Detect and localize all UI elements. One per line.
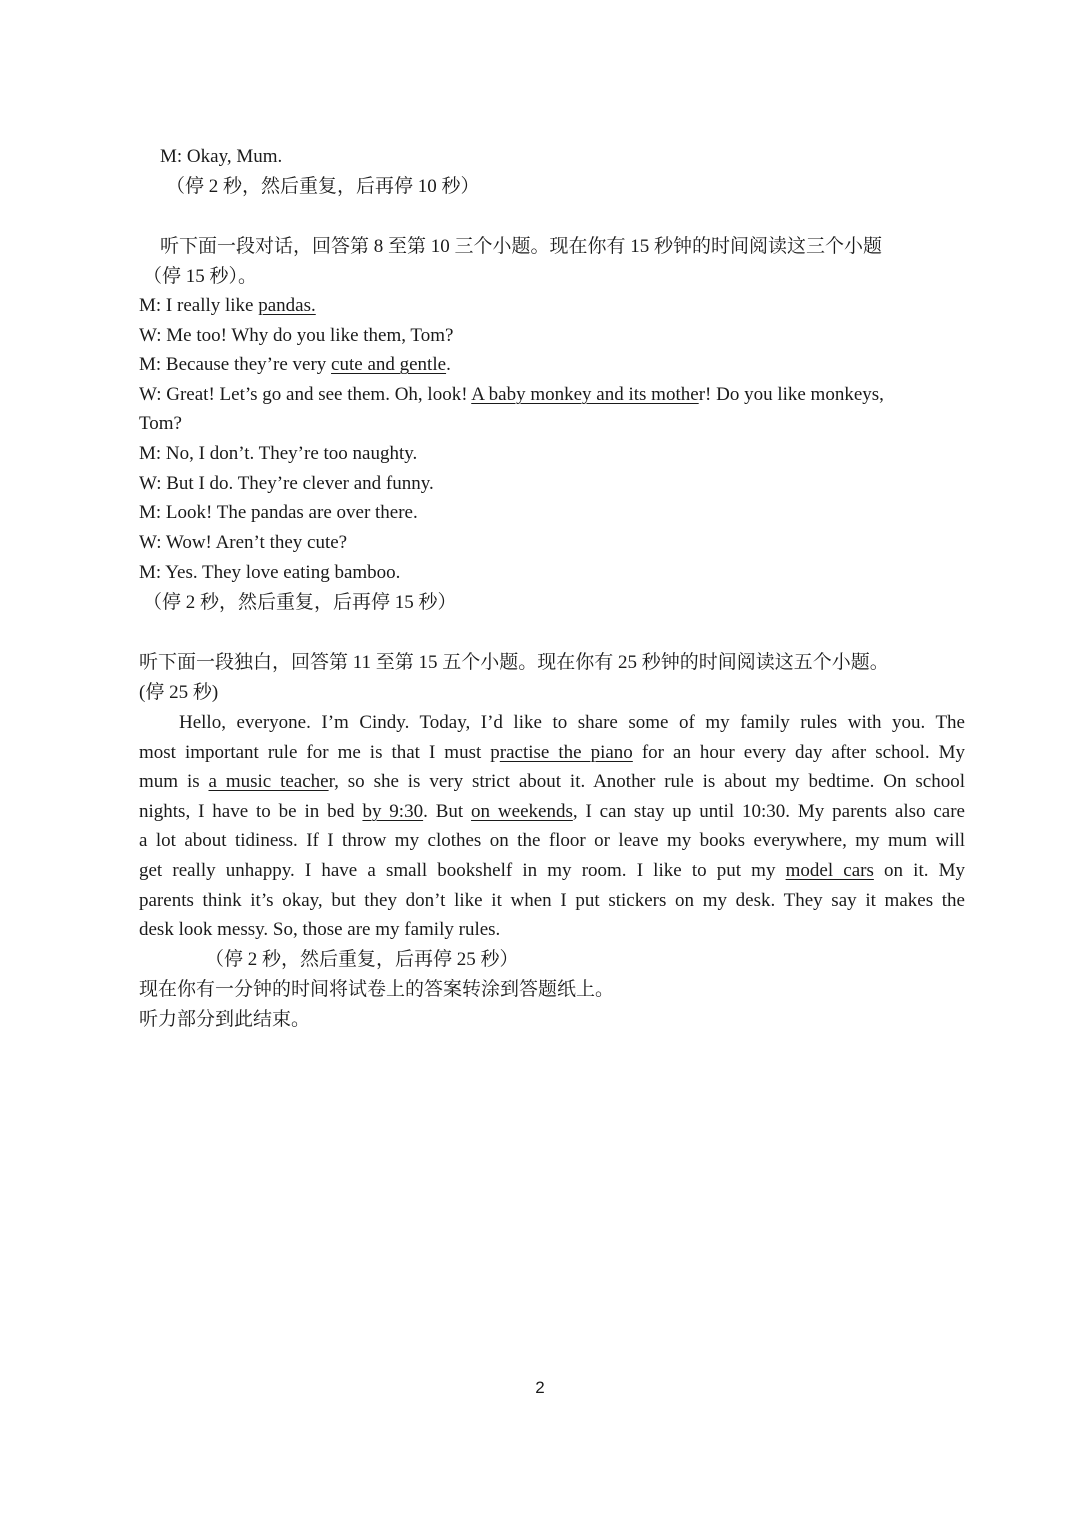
underlined-answer: A baby monkey and its mothe [471,384,699,405]
dialogue-line: Tom? [139,413,182,434]
dialogue-line: M: Yes. They love eating bamboo. [139,562,401,583]
underlined-answer: ractise the piano [499,742,633,763]
dialogue-line: W: Great! Let’s go and see them. Oh, look! A baby monkey and its mother! Do you like monkeys, [139,384,884,405]
monologue-line: desk look messy. So, those are my family rules. [139,919,501,940]
monologue-line: nights, I have to be in bed by 9:30. But on weekends, I can stay up until 10:30. My parents also care [139,801,965,822]
underlined-answer: cute and gentle [331,354,447,375]
dialogue-line: W: Wow! Aren’t they cute? [139,532,348,553]
underlined-answer: pandas. [258,295,316,316]
dialogue-line: M: Look! The pandas are over there. [139,502,418,523]
section-intro: 听下面一段独白，回答第 11 至第 15 五个小题。现在你有 25 秒钟的时间阅读这五个小题。 [139,652,889,673]
dialogue-line: M: Because they’re very cute and gentle. [139,354,451,375]
dialogue-line: M: Okay, Mum. [160,146,283,167]
dialogue-line: M: No, I don’t. They’re too naughty. [139,443,418,464]
monologue-line: Hello, everyone. I’m Cindy. Today, I’d like to share some of my family rules with you. The [179,712,965,733]
monologue-line: parents think it’s okay, but they don’t like it when I put stickers on my desk. They say it makes the [139,890,965,911]
dialogue-line: M: I really like pandas. [139,295,316,316]
end-notice: 听力部分到此结束。 [139,1009,311,1030]
monologue-line: most important rule for me is that I must practise the piano for an hour every day after school. My [139,742,965,763]
monologue-line: a lot about tidiness. If I throw my clothes on the floor or leave my books everywhere, my mum will [139,830,965,851]
pause-instruction: （停 2 秒，然后重复，后再停 10 秒） [166,176,480,197]
underlined-answer: by 9:30 [362,801,424,822]
section-intro: 听下面一段对话，回答第 8 至第 10 三个小题。现在你有 15 秒钟的时间阅读这三个小题 [160,236,883,257]
dialogue-line: W: But I do. They’re clever and funny. [139,473,434,494]
underlined-answer: a music teache [208,771,329,792]
monologue-line: mum is a music teacher, so she is very strict about it. Another rule is about my bedtime. On school [139,771,965,792]
underlined-answer: on weekends [471,801,573,822]
dialogue-line: W: Me too! Why do you like them, Tom? [139,325,454,346]
monologue-line: get really unhappy. I have a small bookshelf in my room. I like to put my model cars on it. My [139,860,966,881]
pause-instruction: （停 2 秒，然后重复，后再停 25 秒） [205,949,519,970]
pause-instruction: （停 2 秒，然后重复，后再停 15 秒） [143,592,457,613]
section-intro-pause: (停 25 秒) [139,682,219,703]
section-intro-pause: （停 15 秒）。 [143,266,258,287]
underlined-answer: model cars [785,860,874,881]
page-number: 2 [535,1378,545,1397]
transfer-instruction: 现在你有一分钟的时间将试卷上的答案转涂到答题纸上。 [139,979,615,1000]
